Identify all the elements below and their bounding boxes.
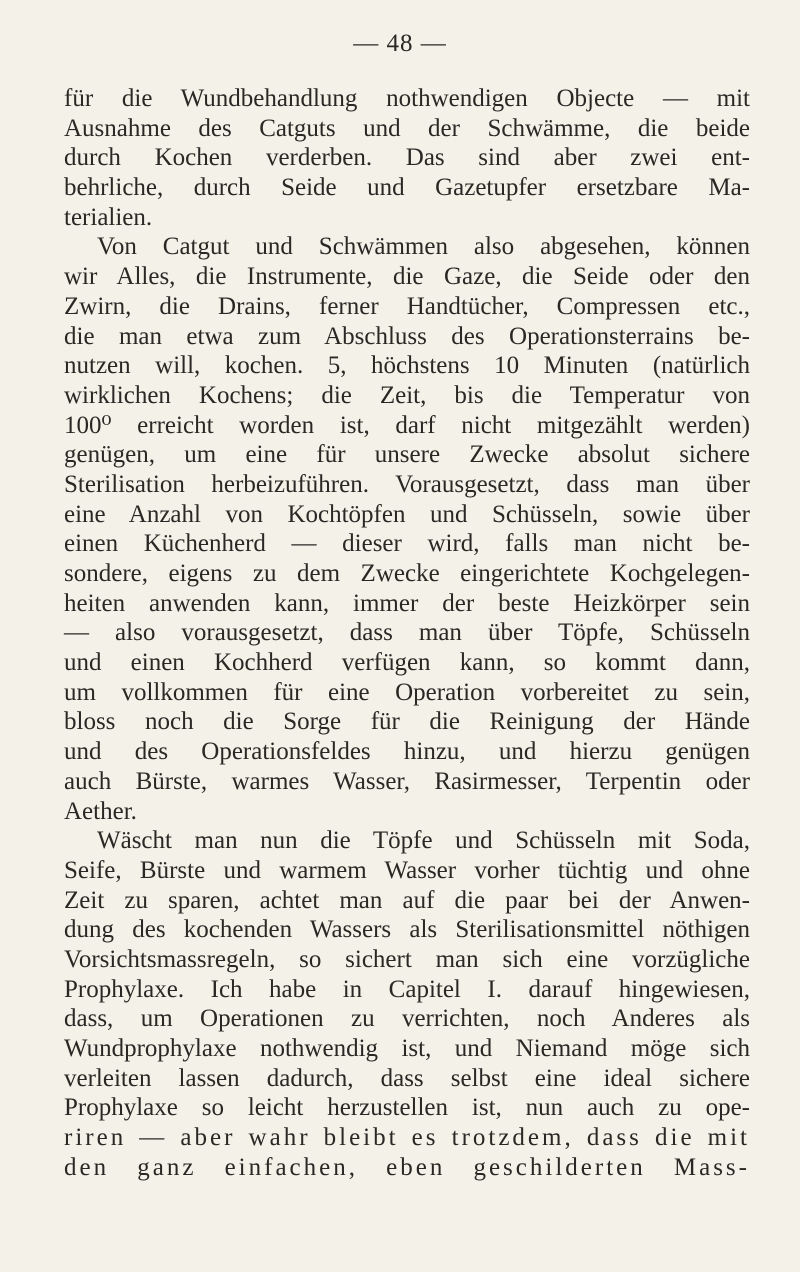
- text-line: eine Anzahl von Kochtöpfen und Schüsseln, sowie über: [64, 500, 750, 528]
- paragraph-first-line: Von Catgut und Schwämmen also abgesehen, können: [97, 233, 750, 261]
- page-number: — 48 —: [353, 30, 447, 57]
- text-line: wir Alles, die Instrumente, die Gaze, die Seide oder den: [64, 263, 750, 291]
- text-line: Seife, Bürste und warmem Wasser vorher tüchtig und ohne: [64, 856, 750, 884]
- text-line: den ganz einfachen, eben geschilderten Mass-: [64, 1153, 750, 1181]
- text-line: Sterilisation herbeizuführen. Vorausgesetzt, dass man über: [64, 470, 750, 498]
- text-line: Aether.: [64, 797, 137, 825]
- text-line: für die Wundbehandlung nothwendigen Objecte — mit: [64, 85, 750, 112]
- text-line: riren — aber wahr bleibt es trotzdem, dass die mit: [64, 1124, 750, 1152]
- text-line: genügen, um eine für unsere Zwecke absolut sichere: [64, 441, 750, 469]
- text-line: einen Küchenherd — dieser wird, falls man nicht be-: [64, 530, 750, 558]
- text-line: nutzen will, kochen. 5, höchstens 10 Minuten (natürlich: [64, 352, 750, 380]
- body-text: [64, 84, 750, 1182]
- text-line: wirklichen Kochens; die Zeit, bis die Temperatur von: [64, 381, 750, 409]
- text-line: dass, um Operationen zu verrichten, noch Anderes als: [64, 1005, 750, 1033]
- text-line: verleiten lassen dadurch, dass selbst eine ideal sichere: [64, 1064, 750, 1092]
- text-line: auch Bürste, warmes Wasser, Rasirmesser, Terpentin oder: [64, 767, 750, 795]
- text-line: Vorsichtsmassregeln, so sichert man sich eine vorzügliche: [64, 945, 750, 973]
- text-line: um vollkommen für eine Operation vorbereitet zu sein,: [64, 678, 750, 706]
- text-line: bloss noch die Sorge für die Reinigung der Hände: [64, 708, 750, 736]
- text-line: Zeit zu sparen, achtet man auf die paar bei der Anwen-: [64, 886, 750, 914]
- text-line: Prophylaxe so leicht herzustellen ist, nun auch zu ope-: [64, 1094, 750, 1122]
- paragraph-first-line: Wäscht man nun die Töpfe und Schüsseln mit Soda,: [97, 827, 750, 855]
- text-line: Zwirn, die Drains, ferner Handtücher, Compressen etc.,: [64, 292, 750, 320]
- text-line: Ausnahme des Catguts und der Schwämme, die beide: [64, 114, 750, 142]
- text-line: behrliche, durch Seide und Gazetupfer ersetzbare Ma-: [64, 174, 750, 202]
- text-line: Prophylaxe. Ich habe in Capitel I. darauf hingewiesen,: [64, 975, 750, 1003]
- text-line: durch Kochen verderben. Das sind aber zwei ent-: [64, 144, 750, 172]
- text-line: sondere, eigens zu dem Zwecke eingerichtete Kochgelegen-: [64, 560, 750, 587]
- text-line: und einen Kochherd verfügen kann, so kommt dann,: [64, 649, 750, 677]
- text-line: und des Operationsfeldes hinzu, und hierzu genügen: [64, 738, 750, 766]
- text-line: heiten anwenden kann, immer der beste Heizkörper sein: [64, 589, 750, 617]
- text-line: — also vorausgesetzt, dass man über Töpfe, Schüsseln: [64, 619, 750, 647]
- text-line: dung des kochenden Wassers als Sterilisationsmittel nöthigen: [64, 916, 750, 944]
- text-line: terialien.: [64, 203, 153, 231]
- text-line: 100⁰ erreicht worden ist, darf nicht mitgezählt werden): [64, 411, 750, 439]
- text-line: die man etwa zum Abschluss des Operationsterrains be-: [64, 322, 750, 350]
- text-line: Wundprophylaxe nothwendig ist, und Niemand möge sich: [64, 1035, 750, 1062]
